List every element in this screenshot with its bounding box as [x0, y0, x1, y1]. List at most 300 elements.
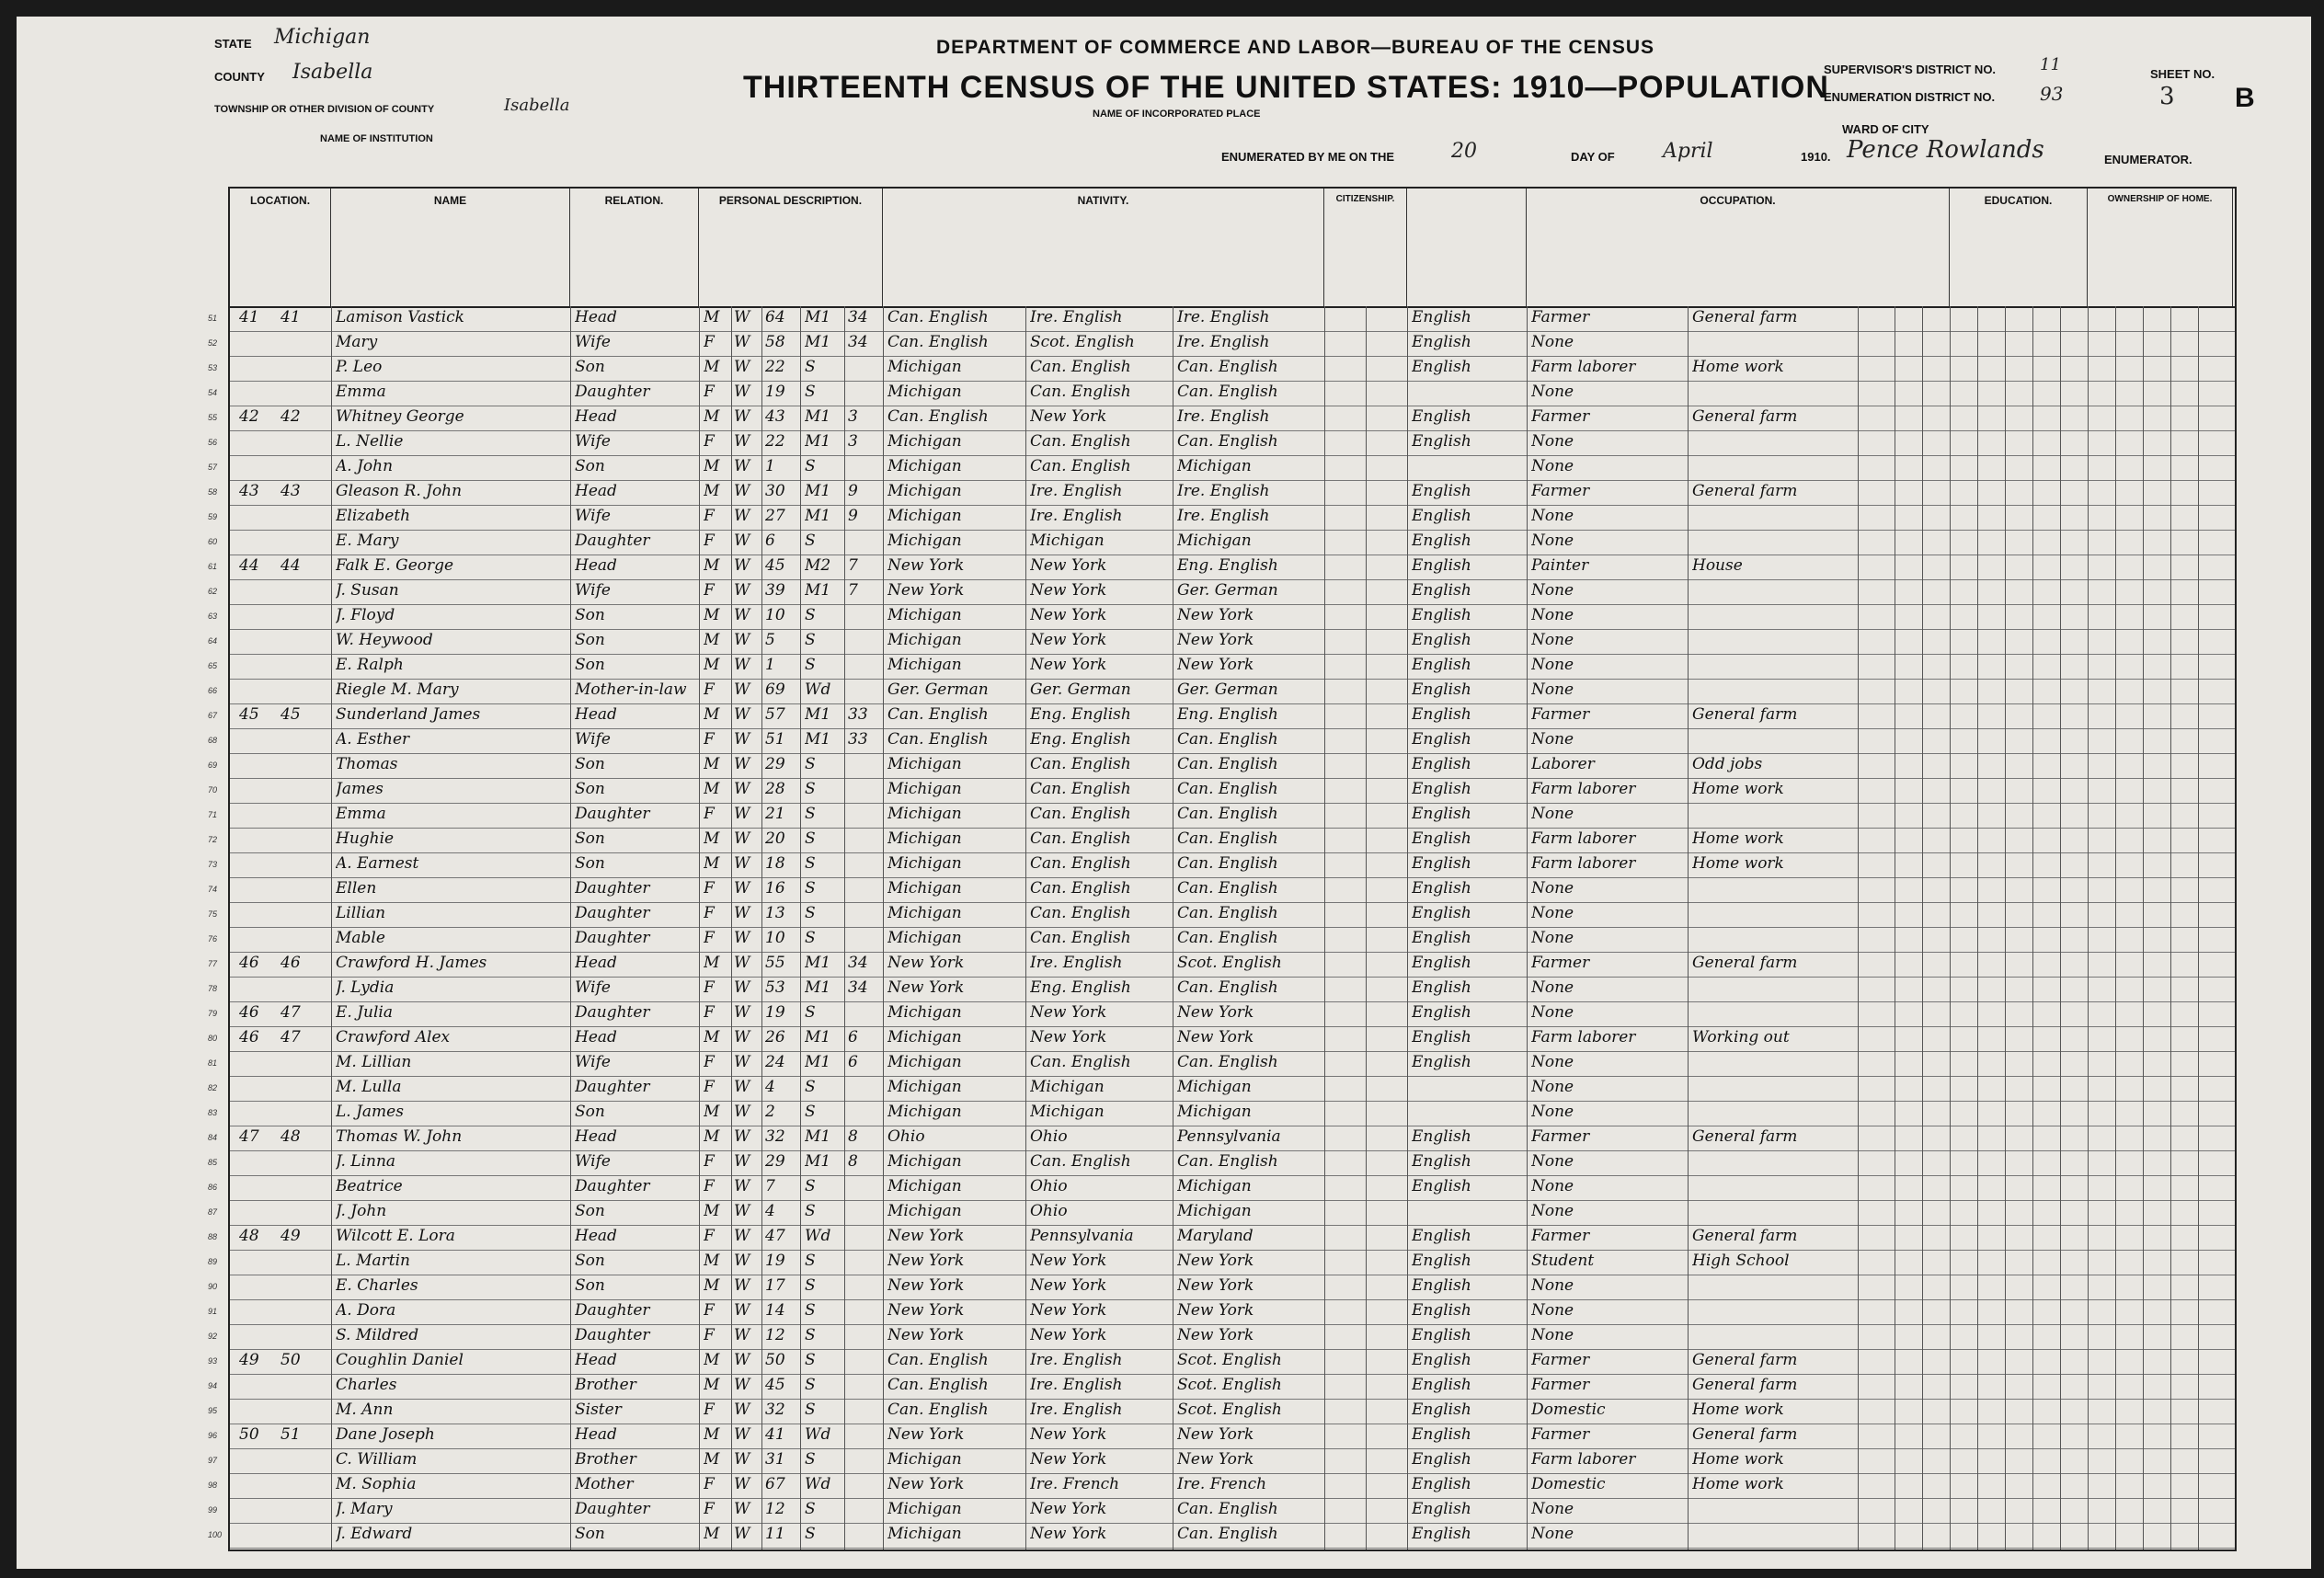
- cell-ind: Home work: [1692, 854, 1784, 873]
- cell-fpob: Can. English: [1030, 854, 1131, 873]
- table-row: [208, 679, 2235, 704]
- cell-pob: Michigan: [887, 1525, 962, 1543]
- enumerated-day: 20: [1451, 140, 1477, 163]
- cell-pob: Michigan: [887, 1500, 962, 1518]
- cell-name: Whitney George: [336, 407, 464, 426]
- cell-occ: Farm laborer: [1531, 1028, 1636, 1046]
- cell-fpob: New York: [1030, 631, 1107, 649]
- line-number: 62: [208, 587, 218, 596]
- table-row: [208, 1399, 2235, 1424]
- cell-rel: Daughter: [575, 383, 650, 401]
- cell-ms: M1: [805, 1028, 831, 1046]
- cell-name: P. Leo: [336, 358, 383, 376]
- table-row: [208, 604, 2235, 630]
- table-row: [208, 728, 2235, 754]
- cell-dw: 46: [239, 954, 259, 972]
- cell-lang: English: [1412, 1252, 1471, 1270]
- cell-occ: None: [1531, 1301, 1574, 1320]
- cell-ms: M1: [805, 482, 831, 500]
- sheet-value: 3: [2159, 83, 2175, 110]
- cell-lang: English: [1412, 1326, 1471, 1344]
- table-row: [208, 1051, 2235, 1077]
- cell-pob: Ger. German: [887, 680, 989, 699]
- cell-race: W: [734, 1003, 750, 1022]
- cell-name: E. Ralph: [336, 656, 404, 674]
- cell-rel: Wife: [575, 581, 611, 600]
- line-number: 82: [208, 1083, 218, 1092]
- cell-race: W: [734, 829, 750, 848]
- cell-fpob: Eng. English: [1030, 978, 1131, 997]
- cell-lang: English: [1412, 358, 1471, 376]
- cell-race: W: [734, 432, 750, 451]
- cell-occ: Farmer: [1531, 407, 1590, 426]
- line-number: 66: [208, 686, 218, 695]
- cell-occ: None: [1531, 1003, 1574, 1022]
- cell-mpob: Can. English: [1177, 730, 1278, 749]
- cell-ms: S: [805, 829, 816, 848]
- cell-name: J. John: [336, 1202, 387, 1220]
- cell-sex: M: [704, 1525, 720, 1543]
- cell-age: 10: [765, 606, 785, 624]
- cell-ms: M1: [805, 730, 831, 749]
- cell-fpob: Can. English: [1030, 432, 1131, 451]
- grid-line: [570, 306, 571, 1549]
- cell-yrs: 8: [848, 1127, 858, 1146]
- line-number: 89: [208, 1257, 218, 1266]
- cell-occ: None: [1531, 1276, 1574, 1295]
- cell-rel: Head: [575, 407, 617, 426]
- cell-mpob: Ire. English: [1177, 308, 1270, 326]
- cell-name: J. Susan: [336, 581, 399, 600]
- cell-ind: Home work: [1692, 358, 1784, 376]
- col-name: NAME: [331, 189, 570, 306]
- cell-fpob: Ire. English: [1030, 1376, 1123, 1394]
- cell-rel: Sister: [575, 1401, 622, 1419]
- cell-mpob: Pennsylvania: [1177, 1127, 1281, 1146]
- cell-name: Hughie: [336, 829, 395, 848]
- cell-name: James: [336, 780, 384, 798]
- cell-fpob: New York: [1030, 1301, 1107, 1320]
- line-number: 83: [208, 1108, 218, 1117]
- table-row: [208, 877, 2235, 903]
- cell-sex: F: [704, 432, 715, 451]
- line-number: 63: [208, 612, 218, 621]
- cell-lang: English: [1412, 730, 1471, 749]
- cell-fpob: Can. English: [1030, 780, 1131, 798]
- cell-pob: New York: [887, 1475, 965, 1493]
- cell-mpob: New York: [1177, 1003, 1254, 1022]
- cell-rel: Daughter: [575, 805, 650, 823]
- cell-sex: F: [704, 730, 715, 749]
- cell-ms: Wd: [805, 680, 831, 699]
- cell-lang: English: [1412, 631, 1471, 649]
- cell-name: Beatrice: [336, 1177, 403, 1195]
- cell-age: 41: [765, 1425, 785, 1444]
- cell-fpob: Eng. English: [1030, 705, 1131, 724]
- cell-fpob: Can. English: [1030, 829, 1131, 848]
- cell-fam: 51: [280, 1425, 301, 1444]
- cell-name: Gleason R. John: [336, 482, 463, 500]
- cell-sex: F: [704, 333, 715, 351]
- cell-mpob: New York: [1177, 1301, 1254, 1320]
- cell-age: 4: [765, 1078, 775, 1096]
- census-table: [208, 187, 2237, 1551]
- cell-name: L. Nellie: [336, 432, 404, 451]
- cell-age: 31: [765, 1450, 785, 1469]
- line-number: 88: [208, 1232, 218, 1241]
- enumeration-value: 93: [2040, 83, 2064, 105]
- col-location: LOCATION.: [230, 189, 331, 306]
- cell-dw: 45: [239, 705, 259, 724]
- cell-age: 7: [765, 1177, 775, 1195]
- cell-ind: General farm: [1692, 1351, 1798, 1369]
- cell-race: W: [734, 929, 750, 947]
- cell-yrs: 3: [848, 407, 858, 426]
- cell-occ: None: [1531, 606, 1574, 624]
- cell-occ: None: [1531, 730, 1574, 749]
- cell-dw: 43: [239, 482, 259, 500]
- cell-age: 55: [765, 954, 785, 972]
- cell-fpob: Can. English: [1030, 805, 1131, 823]
- line-number: 68: [208, 736, 218, 745]
- cell-lang: English: [1412, 978, 1471, 997]
- cell-race: W: [734, 854, 750, 873]
- cell-mpob: Can. English: [1177, 805, 1278, 823]
- line-number: 76: [208, 934, 218, 943]
- grid-line: [2198, 306, 2199, 1549]
- cell-age: 24: [765, 1053, 785, 1071]
- cell-sex: M: [704, 1276, 720, 1295]
- cell-sex: M: [704, 631, 720, 649]
- cell-age: 29: [765, 1152, 785, 1171]
- cell-rel: Brother: [575, 1450, 636, 1469]
- cell-mpob: New York: [1177, 631, 1254, 649]
- enumerated-month: April: [1663, 140, 1713, 163]
- cell-yrs: 34: [848, 954, 868, 972]
- cell-pob: Michigan: [887, 879, 962, 898]
- table-row: [208, 381, 2235, 406]
- cell-ind: General farm: [1692, 705, 1798, 724]
- cell-lang: English: [1412, 1401, 1471, 1419]
- line-number: 95: [208, 1406, 218, 1415]
- cell-name: M. Lulla: [336, 1078, 402, 1096]
- cell-age: 32: [765, 1127, 785, 1146]
- cell-pob: Michigan: [887, 1450, 962, 1469]
- cell-pob: Michigan: [887, 656, 962, 674]
- col-occupation: OCCUPATION.: [1527, 189, 1950, 306]
- enumeration-label: ENUMERATION DISTRICT NO.: [1824, 90, 1996, 104]
- cell-occ: Farm laborer: [1531, 854, 1636, 873]
- cell-race: W: [734, 482, 750, 500]
- cell-fpob: Michigan: [1030, 1103, 1105, 1121]
- cell-rel: Wife: [575, 432, 611, 451]
- cell-race: W: [734, 1525, 750, 1543]
- cell-occ: None: [1531, 1078, 1574, 1096]
- cell-age: 67: [765, 1475, 785, 1493]
- table-row: [208, 430, 2235, 456]
- cell-occ: Farmer: [1531, 482, 1590, 500]
- sheet-label: SHEET NO.: [2150, 67, 2215, 81]
- line-number: 54: [208, 388, 218, 397]
- cell-sex: F: [704, 1177, 715, 1195]
- cell-ms: S: [805, 854, 816, 873]
- cell-ms: S: [805, 1177, 816, 1195]
- cell-lang: English: [1412, 805, 1471, 823]
- cell-mpob: Scot. English: [1177, 1376, 1282, 1394]
- table-row: [208, 1225, 2235, 1251]
- cell-ind: General farm: [1692, 482, 1798, 500]
- table-row: [208, 778, 2235, 804]
- cell-rel: Head: [575, 556, 617, 575]
- cell-mpob: New York: [1177, 1326, 1254, 1344]
- cell-mpob: Can. English: [1177, 1525, 1278, 1543]
- cell-ms: S: [805, 532, 816, 550]
- cell-fpob: Michigan: [1030, 1078, 1105, 1096]
- cell-occ: None: [1531, 383, 1574, 401]
- table-row: [208, 1324, 2235, 1350]
- cell-race: W: [734, 407, 750, 426]
- cell-race: W: [734, 904, 750, 922]
- cell-age: 16: [765, 879, 785, 898]
- cell-yrs: 9: [848, 482, 858, 500]
- col-ownership: OWNERSHIP OF HOME.: [2088, 189, 2233, 306]
- cell-fpob: Ohio: [1030, 1177, 1068, 1195]
- table-row: [208, 1101, 2235, 1126]
- cell-occ: Farm laborer: [1531, 1450, 1636, 1469]
- cell-dw: 42: [239, 407, 259, 426]
- cell-name: J. Linna: [336, 1152, 396, 1171]
- cell-ind: General farm: [1692, 1127, 1798, 1146]
- year-label: 1910.: [1801, 150, 1831, 164]
- cell-ms: S: [805, 1252, 816, 1270]
- line-number: 55: [208, 413, 218, 422]
- cell-mpob: Can. English: [1177, 1500, 1278, 1518]
- cell-pob: Michigan: [887, 1152, 962, 1171]
- cell-ms: M1: [805, 333, 831, 351]
- cell-dw: 44: [239, 556, 259, 575]
- cell-ms: S: [805, 929, 816, 947]
- cell-mpob: Michigan: [1177, 457, 1252, 475]
- cell-occ: Domestic: [1531, 1475, 1606, 1493]
- cell-rel: Wife: [575, 1053, 611, 1071]
- cell-sex: F: [704, 1500, 715, 1518]
- cell-mpob: New York: [1177, 1425, 1254, 1444]
- institution-label: NAME OF INSTITUTION: [320, 133, 433, 144]
- cell-occ: Farm laborer: [1531, 780, 1636, 798]
- cell-pob: Michigan: [887, 1103, 962, 1121]
- grid-line: [1858, 306, 1859, 1549]
- cell-ind: General farm: [1692, 308, 1798, 326]
- cell-occ: Laborer: [1531, 755, 1595, 773]
- cell-rel: Daughter: [575, 1078, 650, 1096]
- cell-pob: Can. English: [887, 730, 989, 749]
- cell-sex: M: [704, 755, 720, 773]
- cell-fam: 42: [280, 407, 301, 426]
- cell-name: E. Charles: [336, 1276, 418, 1295]
- cell-occ: None: [1531, 457, 1574, 475]
- cell-fpob: Can. English: [1030, 383, 1131, 401]
- cell-pob: Michigan: [887, 780, 962, 798]
- cell-occ: Farmer: [1531, 1376, 1590, 1394]
- cell-ind: General farm: [1692, 407, 1798, 426]
- grid-line: [331, 306, 332, 1549]
- cell-pob: New York: [887, 1227, 965, 1245]
- cell-pob: Michigan: [887, 358, 962, 376]
- table-row: [208, 1424, 2235, 1449]
- cell-name: Emma: [336, 383, 386, 401]
- cell-fam: 50: [280, 1351, 301, 1369]
- cell-age: 28: [765, 780, 785, 798]
- cell-fpob: Can. English: [1030, 1152, 1131, 1171]
- cell-occ: None: [1531, 1103, 1574, 1121]
- state-label: STATE: [214, 37, 252, 51]
- cell-age: 13: [765, 904, 785, 922]
- department-title: DEPARTMENT OF COMMERCE AND LABOR—BUREAU OF THE CENSUS: [936, 37, 1654, 58]
- cell-lang: English: [1412, 556, 1471, 575]
- cell-dw: 48: [239, 1227, 259, 1245]
- cell-sex: M: [704, 457, 720, 475]
- cell-fpob: Can. English: [1030, 904, 1131, 922]
- cell-rel: Wife: [575, 333, 611, 351]
- cell-ms: S: [805, 755, 816, 773]
- cell-pob: Michigan: [887, 755, 962, 773]
- cell-race: W: [734, 705, 750, 724]
- cell-name: A. Esther: [336, 730, 410, 749]
- cell-name: Crawford Alex: [336, 1028, 451, 1046]
- cell-sex: M: [704, 1376, 720, 1394]
- cell-ms: S: [805, 1202, 816, 1220]
- cell-ms: Wd: [805, 1227, 831, 1245]
- cell-race: W: [734, 1351, 750, 1369]
- cell-rel: Son: [575, 631, 605, 649]
- cell-occ: None: [1531, 879, 1574, 898]
- line-number: 90: [208, 1282, 218, 1291]
- cell-rel: Head: [575, 705, 617, 724]
- table-row: [208, 1026, 2235, 1052]
- cell-pob: Michigan: [887, 606, 962, 624]
- cell-ind: General farm: [1692, 954, 1798, 972]
- cell-sex: M: [704, 1202, 720, 1220]
- line-number: 100: [208, 1530, 223, 1539]
- cell-name: Mable: [336, 929, 385, 947]
- cell-occ: None: [1531, 1500, 1574, 1518]
- cell-rel: Son: [575, 656, 605, 674]
- table-row: [208, 629, 2235, 655]
- cell-lang: English: [1412, 705, 1471, 724]
- cell-rel: Daughter: [575, 1301, 650, 1320]
- cell-occ: Farmer: [1531, 954, 1590, 972]
- cell-sex: M: [704, 1028, 720, 1046]
- cell-fpob: Ger. German: [1030, 680, 1131, 699]
- cell-ms: S: [805, 1401, 816, 1419]
- cell-mpob: Ger. German: [1177, 581, 1278, 600]
- cell-rel: Son: [575, 1276, 605, 1295]
- cell-occ: None: [1531, 656, 1574, 674]
- cell-race: W: [734, 1276, 750, 1295]
- cell-lang: English: [1412, 1177, 1471, 1195]
- cell-lang: English: [1412, 1351, 1471, 1369]
- cell-lang: English: [1412, 954, 1471, 972]
- cell-name: M. Sophia: [336, 1475, 417, 1493]
- cell-sex: F: [704, 929, 715, 947]
- cell-rel: Daughter: [575, 532, 650, 550]
- table-row: [208, 555, 2235, 580]
- cell-sex: M: [704, 829, 720, 848]
- line-number: 79: [208, 1009, 218, 1018]
- cell-race: W: [734, 730, 750, 749]
- cell-mpob: Can. English: [1177, 929, 1278, 947]
- cell-race: W: [734, 333, 750, 351]
- cell-mpob: New York: [1177, 1450, 1254, 1469]
- cell-race: W: [734, 1177, 750, 1195]
- cell-pob: New York: [887, 581, 965, 600]
- supervisor-label: SUPERVISOR'S DISTRICT NO.: [1824, 63, 1997, 76]
- line-number: 59: [208, 512, 218, 521]
- cell-ms: S: [805, 1326, 816, 1344]
- cell-occ: Farm laborer: [1531, 829, 1636, 848]
- line-number: 94: [208, 1381, 218, 1390]
- cell-age: 14: [765, 1301, 785, 1320]
- cell-yrs: 8: [848, 1152, 858, 1171]
- cell-ms: M1: [805, 978, 831, 997]
- cell-sex: F: [704, 680, 715, 699]
- cell-pob: Can. English: [887, 407, 989, 426]
- table-row: [208, 703, 2235, 729]
- cell-sex: F: [704, 1078, 715, 1096]
- cell-age: 20: [765, 829, 785, 848]
- cell-ms: S: [805, 1351, 816, 1369]
- cell-dw: 47: [239, 1127, 259, 1146]
- line-number: 70: [208, 785, 218, 795]
- line-number: 97: [208, 1456, 218, 1465]
- line-number: 65: [208, 661, 218, 670]
- cell-lang: English: [1412, 507, 1471, 525]
- cell-fpob: New York: [1030, 1326, 1107, 1344]
- col-language: [1407, 189, 1527, 306]
- line-number: 57: [208, 463, 218, 472]
- line-number: 78: [208, 984, 218, 993]
- cell-age: 50: [765, 1351, 785, 1369]
- cell-race: W: [734, 1202, 750, 1220]
- cell-fpob: Eng. English: [1030, 730, 1131, 749]
- cell-name: J. Floyd: [336, 606, 395, 624]
- cell-lang: English: [1412, 432, 1471, 451]
- cell-rel: Son: [575, 457, 605, 475]
- cell-lang: English: [1412, 1227, 1471, 1245]
- cell-age: 21: [765, 805, 785, 823]
- cell-race: W: [734, 383, 750, 401]
- cell-yrs: 34: [848, 333, 868, 351]
- cell-race: W: [734, 457, 750, 475]
- cell-mpob: Michigan: [1177, 532, 1252, 550]
- cell-lang: English: [1412, 1500, 1471, 1518]
- cell-occ: None: [1531, 904, 1574, 922]
- county-value: Isabella: [292, 61, 373, 84]
- table-row: [208, 356, 2235, 382]
- cell-mpob: Ire. English: [1177, 507, 1270, 525]
- cell-sex: F: [704, 581, 715, 600]
- cell-rel: Son: [575, 1103, 605, 1121]
- cell-sex: M: [704, 656, 720, 674]
- cell-sex: M: [704, 1252, 720, 1270]
- cell-age: 64: [765, 308, 785, 326]
- cell-race: W: [734, 1401, 750, 1419]
- cell-ms: M1: [805, 507, 831, 525]
- cell-pob: Michigan: [887, 383, 962, 401]
- cell-fpob: Can. English: [1030, 929, 1131, 947]
- table-row: [208, 852, 2235, 878]
- cell-race: W: [734, 532, 750, 550]
